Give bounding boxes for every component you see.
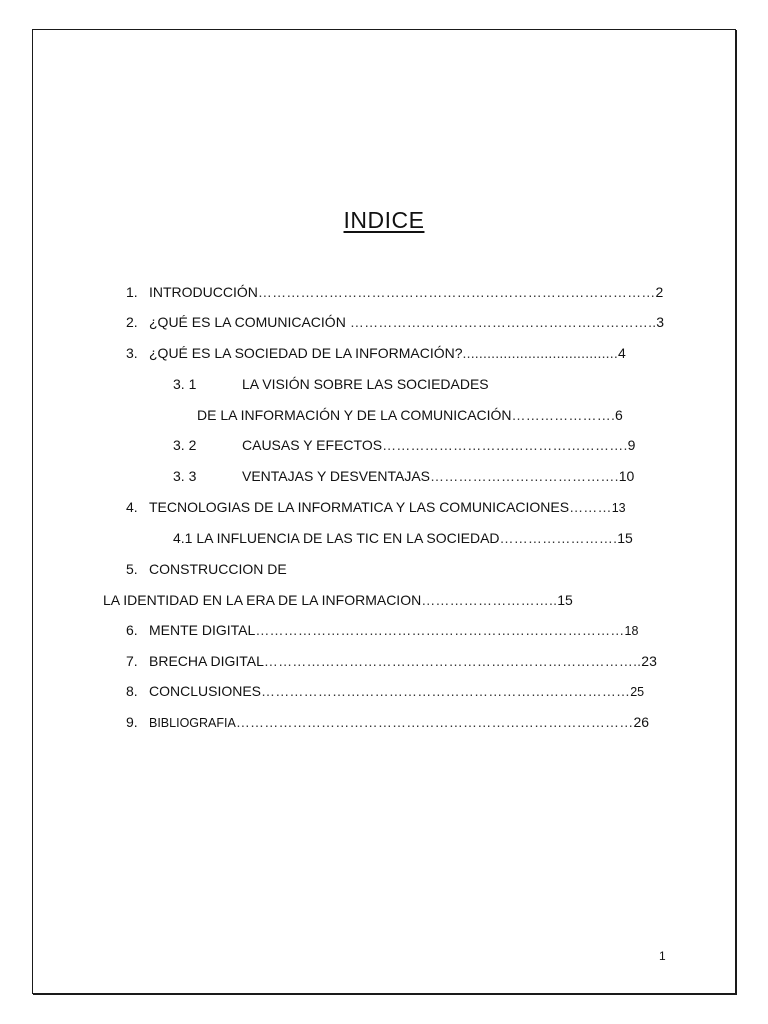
entry-leader: ...................................... — [462, 345, 618, 361]
entry-page: 3 — [656, 314, 665, 330]
toc-entry — [242, 468, 634, 484]
entry-leader: ……………………….. — [421, 592, 558, 608]
toc-entry — [149, 683, 644, 700]
entry-leader: …………………………………………………………………… — [261, 683, 631, 699]
toc-entry — [149, 284, 663, 300]
entry-title: VENTAJAS Y DESVENTAJAS — [242, 468, 431, 484]
entry-number: 6. — [126, 622, 138, 638]
toc-entry — [173, 530, 633, 546]
entry-number: 3. 2 — [173, 437, 197, 453]
entry-leader: ……………………………………………. — [382, 437, 628, 453]
entry-leader: ……………………………………………………….. — [345, 314, 657, 330]
toc-entry — [149, 653, 657, 669]
entry-page: 10 — [618, 468, 635, 484]
entry-title: ¿QUÉ ES LA COMUNICACIÓN — [149, 314, 346, 330]
toc-entry-continuation — [103, 592, 573, 608]
entry-title: BIBLIOGRAFIA — [149, 716, 236, 730]
entry-page: 13 — [611, 501, 626, 515]
entry-leader: ………………………………………………………………………… — [235, 714, 634, 730]
entry-title: CONSTRUCCION DE — [149, 561, 287, 577]
entry-page: 9 — [627, 437, 636, 453]
toc-entry — [149, 622, 638, 639]
entry-leader: …………………………………………………………………….. — [263, 653, 642, 669]
entry-title: 4.1 LA INFLUENCIA DE LAS TIC EN LA SOCIEDAD — [173, 530, 500, 546]
entry-leader: …………………. — [511, 407, 616, 423]
entry-number: 1. — [126, 284, 138, 300]
entry-title: CAUSAS Y EFECTOS — [242, 437, 383, 453]
entry-leader: ……… — [569, 499, 612, 515]
toc-entry-continuation — [197, 407, 623, 423]
entry-number: 3. 3 — [173, 468, 197, 484]
entry-title: TECNOLOGIAS DE LA INFORMATICA Y LAS COMUNICACIONES — [149, 499, 570, 515]
entry-number: 8. — [126, 683, 138, 699]
entry-page: 4 — [617, 345, 626, 361]
entry-number: 4. — [126, 499, 138, 515]
page-title: INDICE — [343, 207, 425, 233]
toc-entry — [149, 314, 664, 330]
entry-number: 3. — [126, 345, 138, 361]
entry-title: INTRODUCCIÓN — [149, 284, 258, 300]
entry-page: 6 — [615, 407, 623, 423]
entry-page: 23 — [641, 653, 657, 669]
toc-entry — [149, 561, 287, 577]
entry-number: 3. 1 — [173, 376, 197, 392]
entry-title: MENTE DIGITAL — [149, 622, 256, 638]
entry-page: 15 — [617, 530, 633, 546]
toc-entry — [242, 437, 635, 453]
toc-entry — [149, 345, 626, 361]
entry-leader: …………………………………………………………………… — [255, 622, 625, 638]
entry-title: LA VISIÓN SOBRE LAS SOCIEDADES — [242, 376, 489, 392]
entry-title: ¿QUÉ ES LA SOCIEDAD DE LA INFORMACIÓN? — [149, 345, 463, 361]
entry-page: 2 — [655, 284, 664, 300]
entry-page: 18 — [624, 624, 639, 638]
entry-title: CONCLUSIONES — [149, 683, 262, 699]
page-number: 1 — [659, 949, 666, 963]
entry-title: BRECHA DIGITAL — [149, 653, 264, 669]
entry-leader: …………………………………. — [430, 468, 619, 484]
entry-page: 25 — [630, 685, 645, 699]
entry-number: 9. — [126, 714, 138, 730]
entry-number: 5. — [126, 561, 138, 577]
toc-entry — [149, 714, 649, 731]
entry-page: 15 — [557, 592, 573, 608]
entry-page: 26 — [633, 714, 650, 730]
entry-leader: ……………………. — [499, 530, 618, 546]
entry-title-line2: LA IDENTIDAD EN LA ERA DE LA INFORMACION — [103, 592, 422, 608]
entry-leader: ………………………………………………………………………… — [257, 284, 656, 300]
toc-entry — [242, 376, 489, 392]
toc-entry — [149, 499, 626, 516]
entry-title-line2: DE LA INFORMACIÓN Y DE LA COMUNICACIÓN — [197, 407, 512, 423]
entry-number: 7. — [126, 653, 138, 669]
entry-number: 2. — [126, 314, 138, 330]
